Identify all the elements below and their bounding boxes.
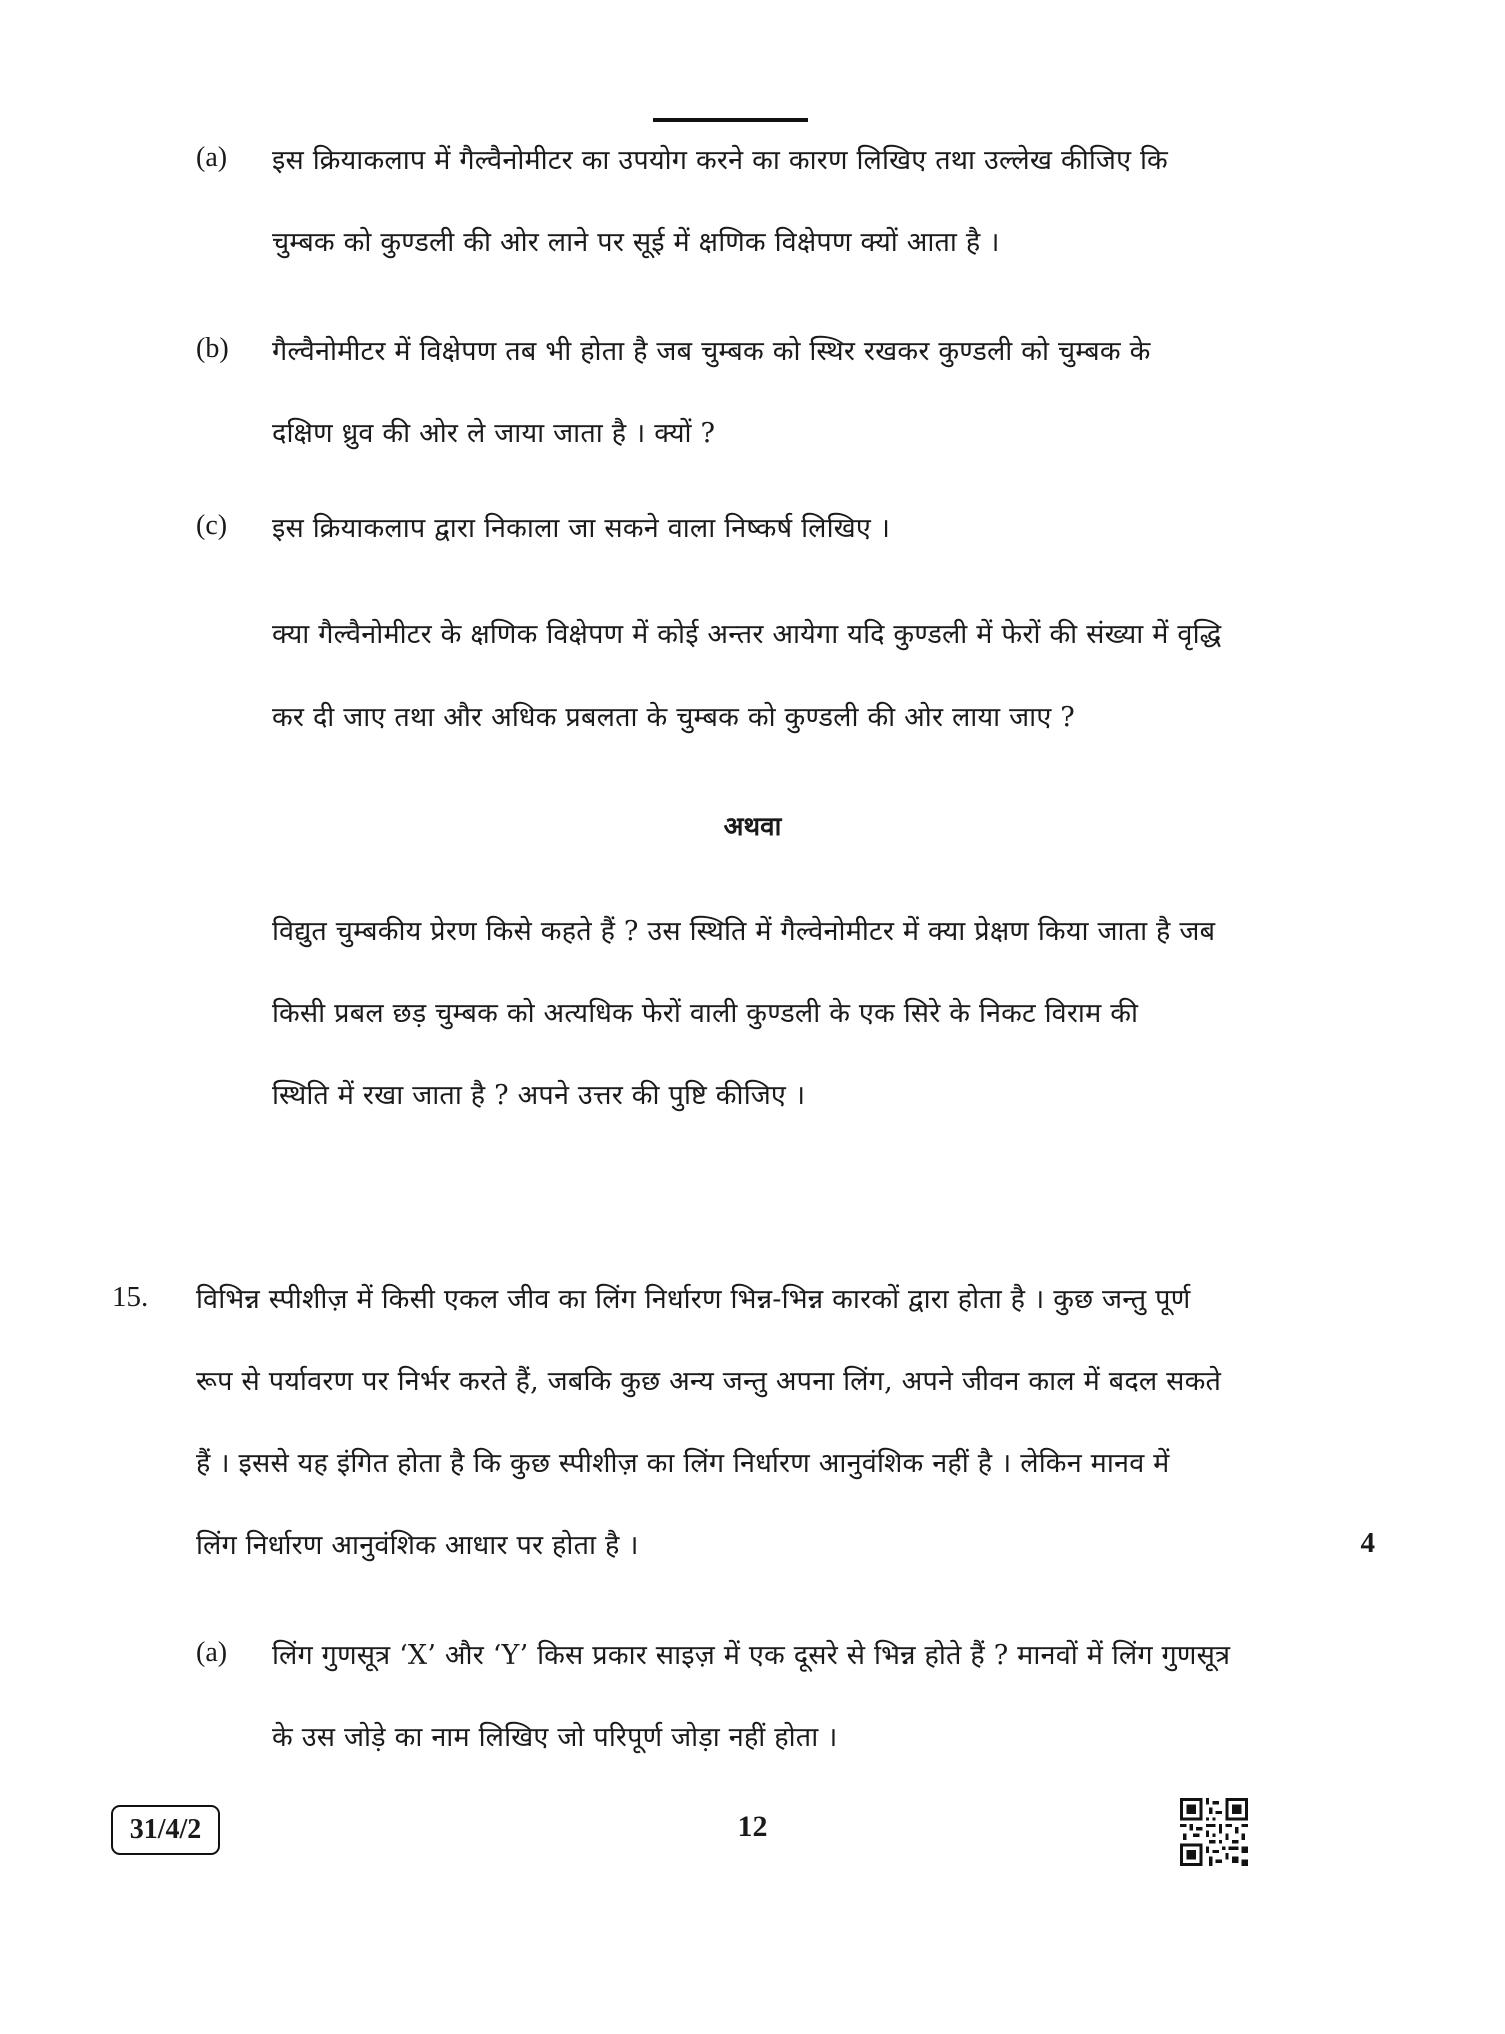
q15-line-4: लिंग निर्धारण आनुवंशिक आधार पर होता है ।: [196, 1530, 639, 1561]
q14b-line-2: दक्षिण ध्रुव की ओर ले जाया जाता है । क्यों ?: [272, 418, 716, 449]
q14c-line-1: इस क्रियाकलाप द्वारा निकाला जा सकने वाला निष्कर्ष लिखिए ।: [272, 513, 891, 544]
q14b-line-1: गैल्वैनोमीटर में विक्षेपण तब भी होता है जब चुम्बक को स्थिर रखकर कुण्डली को चुम्बक के: [272, 336, 1151, 367]
q15-number: 15.: [112, 1281, 149, 1313]
q15-line-1: विभिन्न स्पीशीज़ में किसी एकल जीव का लिंग निर्धारण भिन्न-भिन्न कारकों द्वारा होता है । कुछ जन्तु पूर्ण: [196, 1284, 1191, 1315]
q15a-line-1: लिंग गुणसूत्र ‘X’ और ‘Y’ किस प्रकार साइज़ में एक दूसरे से भिन्न होते हैं ? मानवों में लिंग गुणसूत्र: [272, 1640, 1231, 1671]
top-rule: [653, 118, 808, 122]
q14-or-line-3: स्थिति में रखा जाता है ? अपने उत्तर की पुष्टि कीजिए ।: [272, 1080, 806, 1111]
q14a-label: (a): [196, 142, 228, 173]
page-number: 12: [737, 1810, 768, 1843]
q15-line-2: रूप से पर्यावरण पर निर्भर करते हैं, जबकि कुछ अन्य जन्तु अपना लिंग, अपने जीवन काल में बदल सकते: [196, 1366, 1222, 1397]
q15a-label: (a): [196, 1637, 228, 1668]
q14c-label: (c): [196, 510, 228, 541]
q15-line-3: हैं । इससे यह इंगित होता है कि कुछ स्पीशीज़ का लिंग निर्धारण आनुवंशिक नहीं है । लेकिन मानव में: [196, 1448, 1170, 1479]
q14-or-line-1: विद्युत चुम्बकीय प्रेरण किसे कहते हैं ? उस स्थिति में गैल्वेनोमीटर में क्या प्रेक्षण किया जाता है जब: [272, 916, 1216, 947]
q14-extra-line-2: कर दी जाए तथा और अधिक प्रबलता के चुम्बक को कुण्डली की ओर लाया जाए ?: [272, 702, 1075, 733]
q14a-line-2: चुम्बक को कुण्डली की ओर लाने पर सूई में क्षणिक विक्षेपण क्यों आता है ।: [272, 227, 1000, 258]
paper-code: 31/4/2: [129, 1814, 202, 1845]
q14-extra-line-1: क्या गैल्वैनोमीटर के क्षणिक विक्षेपण में कोई अन्तर आयेगा यदि कुण्डली में फेरों की संख्या में वृद्धि: [272, 619, 1222, 650]
q14-or-line-2: किसी प्रबल छड़ चुम्बक को अत्यधिक फेरों वाली कुण्डली के एक सिरे के निकट विराम की: [272, 998, 1139, 1029]
q15-marks: 4: [1360, 1527, 1375, 1559]
q15a-line-2: के उस जोड़े का नाम लिखिए जो परिपूर्ण जोड़ा नहीं होता ।: [272, 1722, 838, 1753]
qr-code-icon: [1180, 1798, 1248, 1866]
q14b-label: (b): [196, 333, 229, 364]
q14a-line-1: इस क्रियाकलाप में गैल्वैनोमीटर का उपयोग करने का कारण लिखिए तथा उल्लेख कीजिए कि: [272, 145, 1168, 176]
or-heading: अथवा: [723, 812, 782, 842]
